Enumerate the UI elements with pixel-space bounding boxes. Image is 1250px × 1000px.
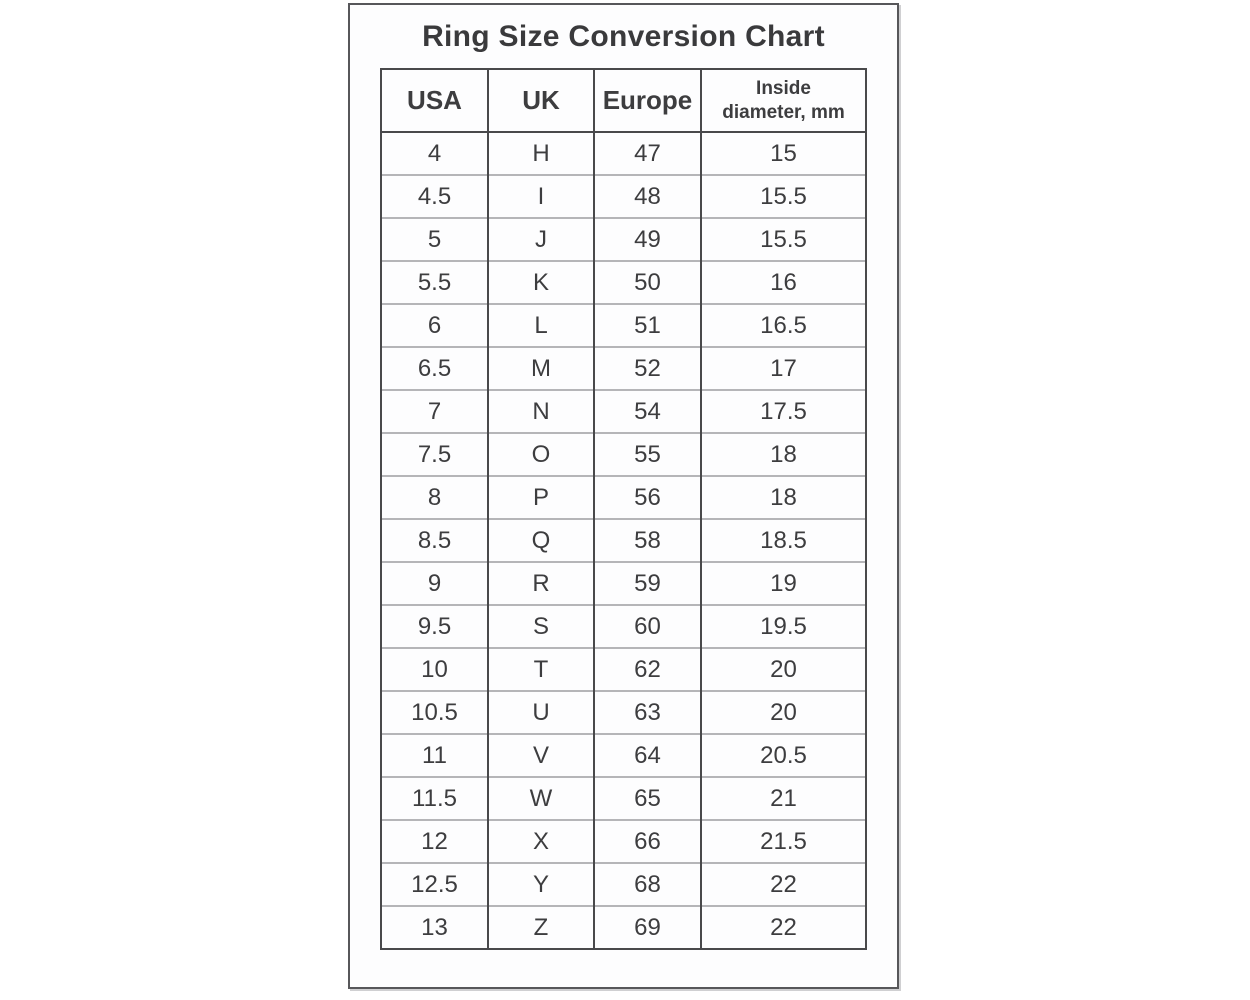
table-row — [381, 218, 866, 261]
table-row — [381, 605, 866, 648]
table-row — [381, 433, 866, 476]
table-row — [381, 562, 866, 605]
table-row — [381, 519, 866, 562]
table-cell: 62 — [594, 648, 701, 691]
table-cell: 20.5 — [701, 734, 866, 777]
table-cell: 47 — [594, 132, 701, 175]
table-cell: 51 — [594, 304, 701, 347]
table-cell: J — [488, 218, 594, 261]
table-header — [381, 69, 866, 132]
table-cell: Q — [488, 519, 594, 562]
col-header-uk: UK — [488, 69, 594, 132]
header-row — [381, 69, 866, 132]
table-cell: 20 — [701, 648, 866, 691]
table-cell: 5 — [381, 218, 488, 261]
table-cell: 48 — [594, 175, 701, 218]
table-cell: 21.5 — [701, 820, 866, 863]
table-row — [381, 734, 866, 777]
table-cell: S — [488, 605, 594, 648]
table-cell: 9 — [381, 562, 488, 605]
table-cell: 15.5 — [701, 218, 866, 261]
table-cell: 16 — [701, 261, 866, 304]
table-cell: 17.5 — [701, 390, 866, 433]
table-cell: 16.5 — [701, 304, 866, 347]
table-cell: 50 — [594, 261, 701, 304]
table-cell: 13 — [381, 906, 488, 949]
table-cell: 18 — [701, 433, 866, 476]
table-cell: 66 — [594, 820, 701, 863]
table-cell: 22 — [701, 863, 866, 906]
table-cell: X — [488, 820, 594, 863]
table-cell: 68 — [594, 863, 701, 906]
table-cell: 52 — [594, 347, 701, 390]
table-cell: 9.5 — [381, 605, 488, 648]
table-cell: 49 — [594, 218, 701, 261]
table-cell: 4.5 — [381, 175, 488, 218]
table-cell: 12.5 — [381, 863, 488, 906]
table-cell: Y — [488, 863, 594, 906]
table-cell: 6.5 — [381, 347, 488, 390]
table-cell: 7.5 — [381, 433, 488, 476]
table-row — [381, 261, 866, 304]
table-cell: 18.5 — [701, 519, 866, 562]
table-cell: 18 — [701, 476, 866, 519]
table-row — [381, 390, 866, 433]
table-cell: 4 — [381, 132, 488, 175]
table-cell: 8.5 — [381, 519, 488, 562]
table-cell: I — [488, 175, 594, 218]
table-cell: V — [488, 734, 594, 777]
table-cell: L — [488, 304, 594, 347]
table-row — [381, 476, 866, 519]
table-row — [381, 304, 866, 347]
table-cell: 59 — [594, 562, 701, 605]
table-cell: 8 — [381, 476, 488, 519]
table-cell: 69 — [594, 906, 701, 949]
table-cell: 12 — [381, 820, 488, 863]
table-row — [381, 820, 866, 863]
table-row — [381, 777, 866, 820]
col-header-inside-diameter: Inside diameter, mm — [701, 69, 866, 132]
col-header-usa: USA — [381, 69, 488, 132]
table-cell: 10 — [381, 648, 488, 691]
table-cell: Z — [488, 906, 594, 949]
col-header-europe: Europe — [594, 69, 701, 132]
table-cell: 56 — [594, 476, 701, 519]
table-body — [381, 132, 866, 949]
table-cell: T — [488, 648, 594, 691]
ring-size-chart-card — [348, 3, 899, 989]
table-cell: R — [488, 562, 594, 605]
table-row — [381, 175, 866, 218]
table-row — [381, 863, 866, 906]
chart-title: Ring Size Conversion Chart — [422, 20, 825, 53]
table-cell: U — [488, 691, 594, 734]
table-cell: 15 — [701, 132, 866, 175]
table-cell: 20 — [701, 691, 866, 734]
table-cell: 55 — [594, 433, 701, 476]
table-row — [381, 906, 866, 949]
table-cell: 19.5 — [701, 605, 866, 648]
table-cell: K — [488, 261, 594, 304]
table-cell: 63 — [594, 691, 701, 734]
table-cell: P — [488, 476, 594, 519]
table-cell: W — [488, 777, 594, 820]
table-row — [381, 132, 866, 175]
table-cell: 10.5 — [381, 691, 488, 734]
table-cell: 7 — [381, 390, 488, 433]
table-cell: 65 — [594, 777, 701, 820]
table-cell: 22 — [701, 906, 866, 949]
table-cell: 11 — [381, 734, 488, 777]
table-row — [381, 648, 866, 691]
table-cell: 21 — [701, 777, 866, 820]
table-cell: M — [488, 347, 594, 390]
table-row — [381, 347, 866, 390]
ring-size-conversion-table — [380, 68, 867, 950]
table-cell: 6 — [381, 304, 488, 347]
table-cell: 54 — [594, 390, 701, 433]
table-row — [381, 691, 866, 734]
table-cell: O — [488, 433, 594, 476]
table-cell: 60 — [594, 605, 701, 648]
table-cell: 58 — [594, 519, 701, 562]
table-cell: H — [488, 132, 594, 175]
table-cell: 5.5 — [381, 261, 488, 304]
table-cell: 19 — [701, 562, 866, 605]
table-cell: 11.5 — [381, 777, 488, 820]
table-cell: 15.5 — [701, 175, 866, 218]
table-cell: 17 — [701, 347, 866, 390]
table-cell: 64 — [594, 734, 701, 777]
table-cell: N — [488, 390, 594, 433]
